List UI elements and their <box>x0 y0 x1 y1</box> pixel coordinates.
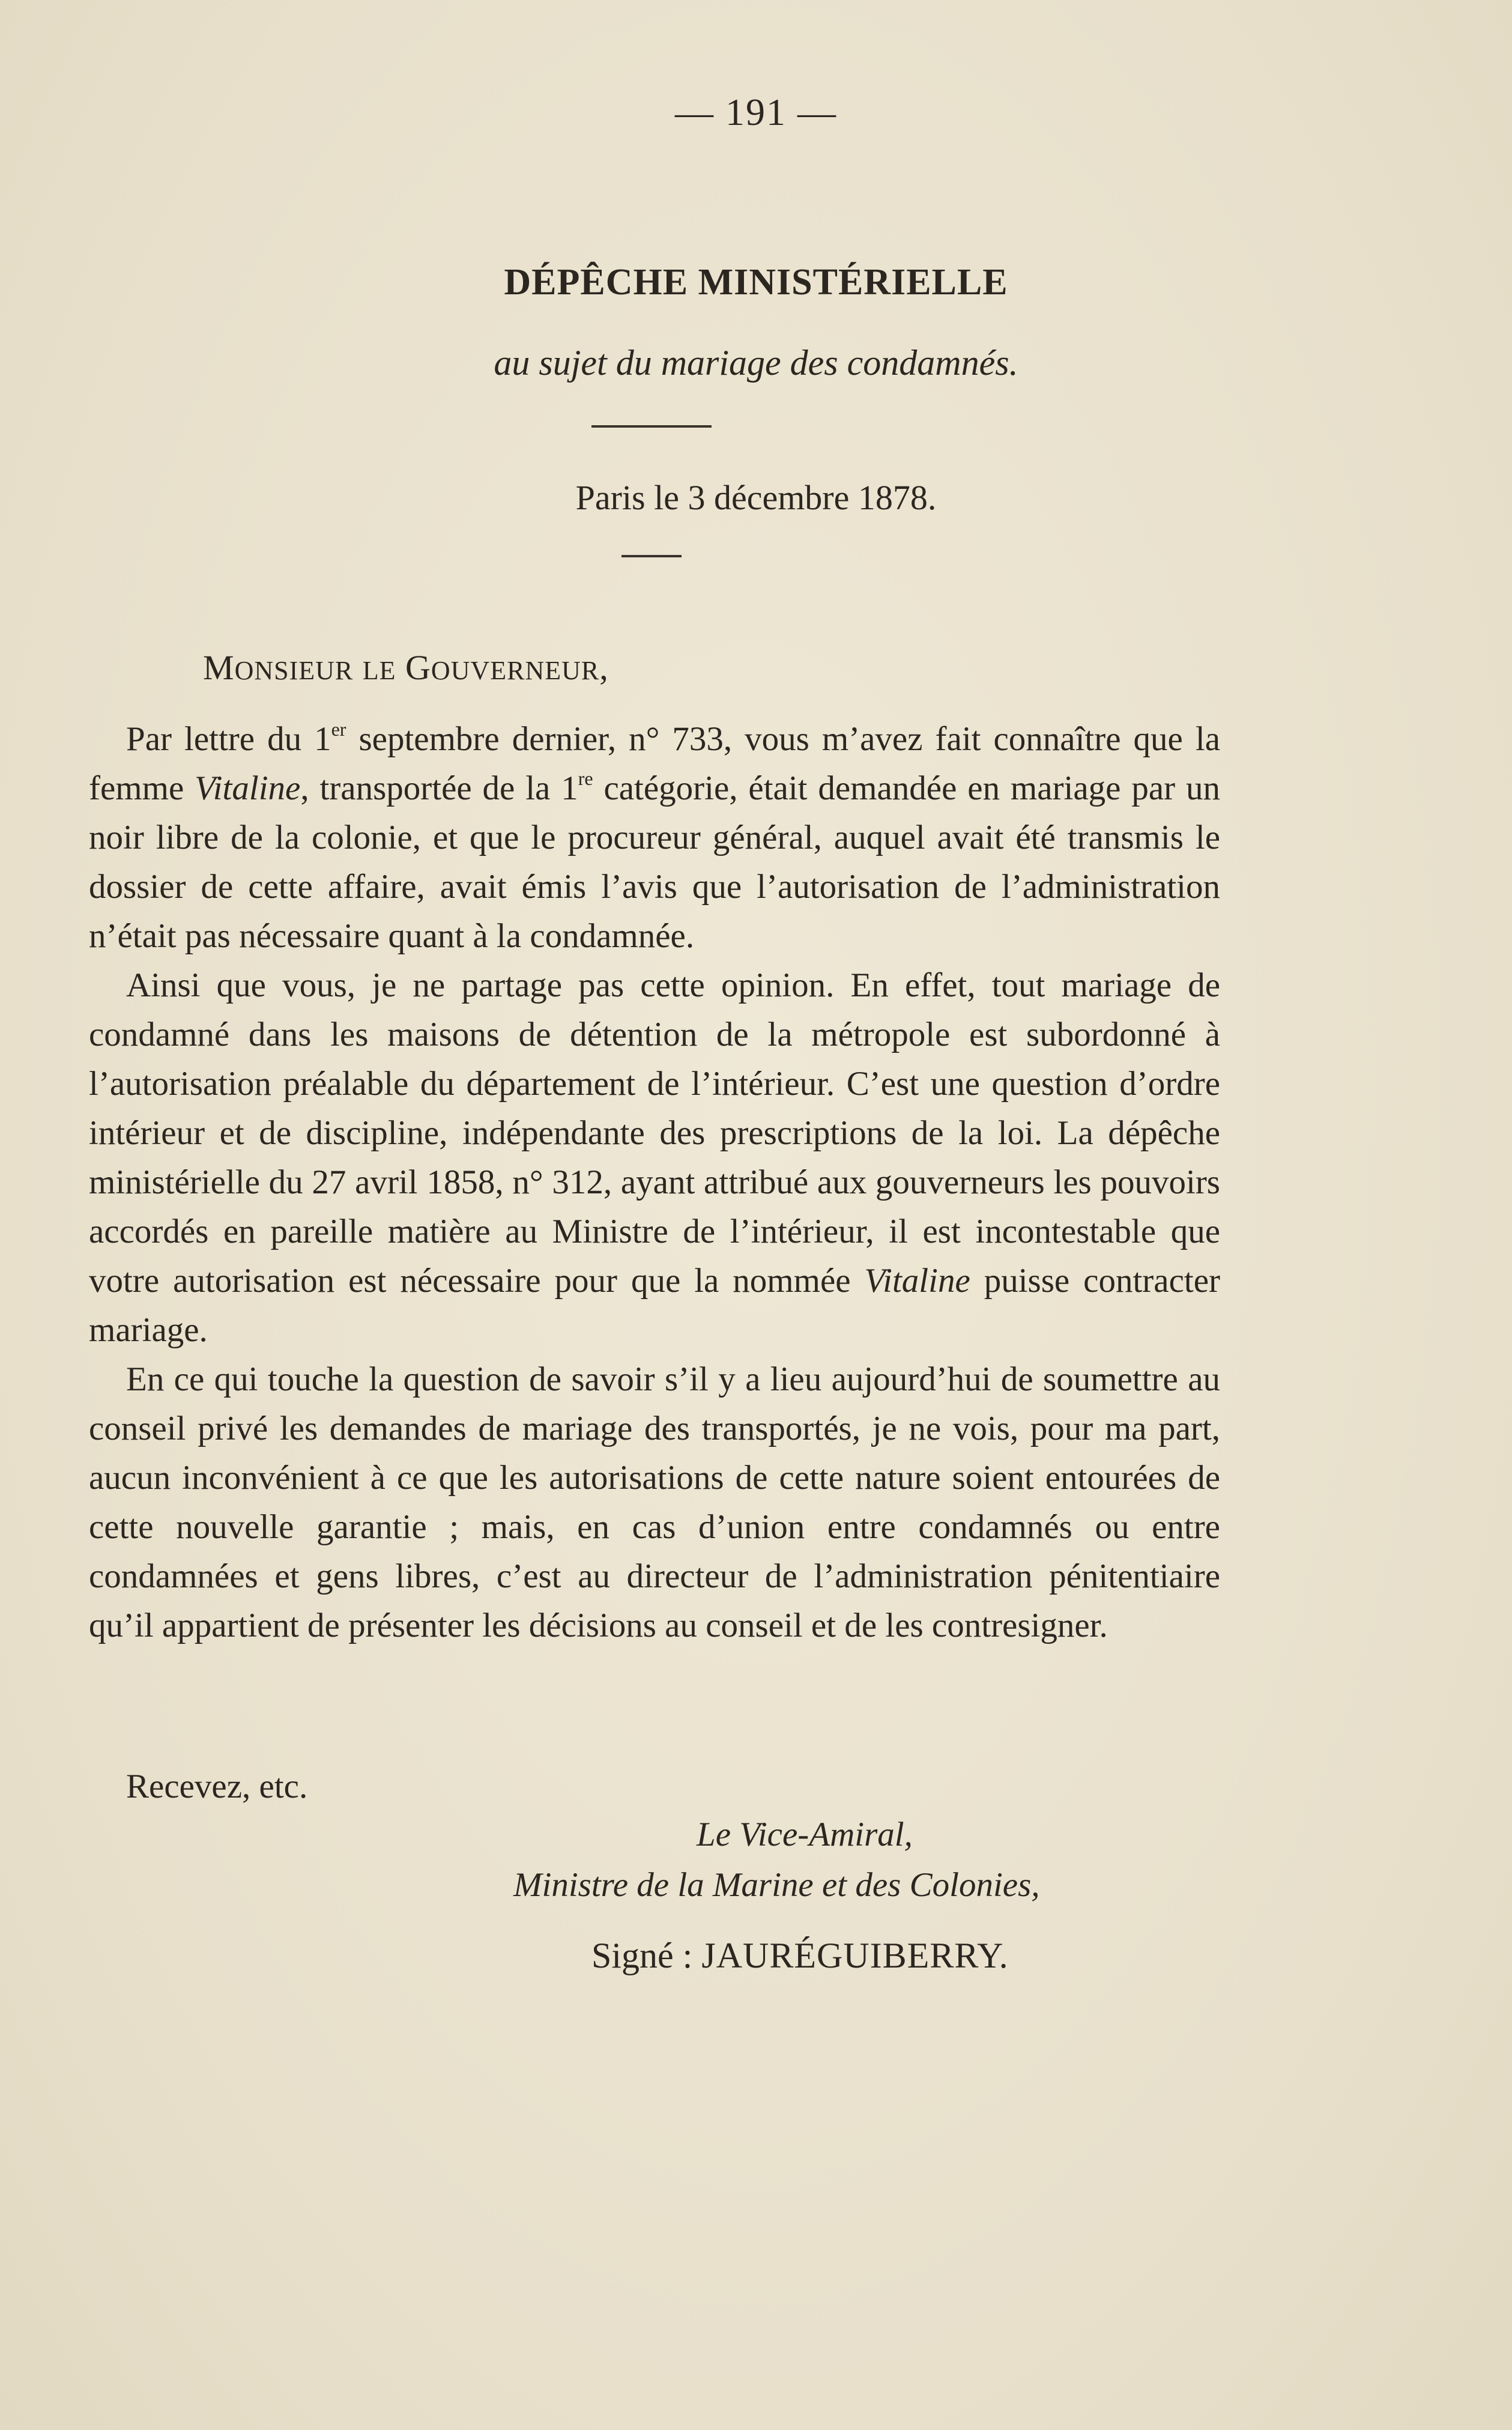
page-number: — 191 — <box>675 91 837 133</box>
separator-rule-short <box>621 555 682 557</box>
salutation-word: OUVERNEUR <box>431 656 600 685</box>
superscript: er <box>331 718 346 740</box>
closing-formula: Recevez, etc. <box>126 1768 308 1805</box>
paragraph-text: , transportée de la 1 <box>300 769 578 807</box>
paragraph-text: Par lettre du 1 <box>126 720 331 758</box>
signature-rank: Le Vice-Amiral, <box>697 1816 913 1853</box>
paragraph-text: septembre dernier, n° 733, vous m’avez fait connaître que la femme <box>89 720 1220 807</box>
paragraph-1 <box>89 715 1220 961</box>
salutation-initial: G <box>405 648 431 687</box>
salutation-word: LE <box>362 656 396 685</box>
signatory-name: JAURÉGUIBERRY. <box>701 1936 1009 1975</box>
proper-name: Vitaline <box>195 769 301 807</box>
signed-label: Signé : <box>591 1936 702 1975</box>
paragraph-text: Ainsi que vous, je ne partage pas cette opinion. En effet, tout mariage de condamné dans les maisons de détention de la métropole est subordonné à l’autorisation préalable du département de l’intérieur. C’est une question d’ordre intérieur et de discipline, indépendante des prescriptions de la loi. La dépêche ministérielle du 27 avril 1858, n° 312, ayant attribué aux gouverneurs les pouvoirs accordés en pareille matière au Ministre de l’intérieur, il est incontestable que votre autorisation est nécessaire pour que la nommée <box>89 966 1220 1300</box>
paragraph-text: catégorie, était demandée en mariage par un noir libre de la colonie, et que le procureur général, auquel avait été transmis le dossier de cette affaire, avait émis l’avis que l’autorisation de l’administration n’était pas nécessaire quant à la condamnée. <box>89 769 1220 955</box>
document-subtitle: au sujet du mariage des condamnés. <box>494 343 1018 383</box>
signature-name-line <box>591 1935 1009 1977</box>
salutation-punct: , <box>599 648 609 687</box>
salutation <box>203 647 609 688</box>
salutation-word: ONSIEUR <box>234 656 354 685</box>
signature-title: Ministre de la Marine et des Colonies, <box>513 1866 1040 1904</box>
superscript: re <box>578 768 593 789</box>
separator-rule <box>591 425 712 428</box>
paragraph-3: En ce qui touche la question de savoir s’il y a lieu aujourd’hui de soumettre au conseil privé les demandes de mariage des transportés, je ne vois, pour ma part, aucun inconvénient à ce que les autorisations de cette nature soient entourées de cette nouvelle garantie ; mais, en cas d’union entre condamnés ou entre condamnées et gens libres, c’est au directeur de l’administration pénitentiaire qu’il appartient de présenter les décisions au conseil et de les contresigner. <box>89 1360 1220 1644</box>
paragraph-text: puisse contracter mariage. <box>89 1262 1220 1349</box>
date-line: Paris le 3 décembre 1878. <box>575 478 937 517</box>
paragraph-2 <box>89 961 1220 1355</box>
document-title: DÉPÊCHE MINISTÉRIELLE <box>504 262 1008 303</box>
proper-name: Vitaline <box>864 1262 970 1300</box>
salutation-initial: M <box>203 648 235 687</box>
letter-body <box>89 715 1220 1650</box>
